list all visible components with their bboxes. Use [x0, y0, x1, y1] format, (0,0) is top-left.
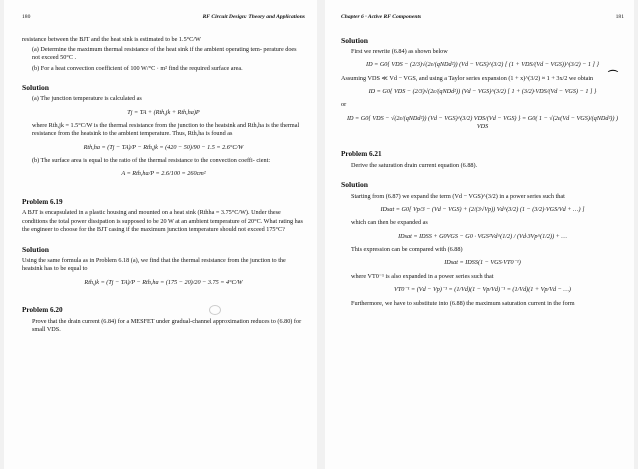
or-word: or [341, 101, 347, 109]
solution-title-1: Solution [22, 82, 50, 92]
solution1-a-intro: (a) The junction temperature is calculated as [32, 95, 142, 103]
right-header [341, 14, 624, 22]
solution2-where: where VT0⁻¹ is also expanded in a power series such that [351, 272, 494, 280]
equation-vt0: VT0⁻¹ = (Vd − Vp)⁻¹ = (1/Vd)(1 − Vp/Vd)⁻¹ = (1/Vd)(1 + Vp/Vd − …) [394, 286, 571, 294]
part-b: (b) For a heat convection coefficient of 100 W/°C · m² find the required surface area. [32, 64, 243, 72]
solution1-a-where: where Rth,jk = 1.5°C/W is the thermal resistance from the junction to the heatsink and Rth,ha is the thermal resistance from the heatsink to the ambient temperature. Thus, Rth,ha is found as [32, 121, 300, 138]
taylor-assumption: Assuming VDS ≪ Vd − VGS, and using a Taylor series expansion (1 + x)^(3/2) ≈ 1 + 3x/2 we obtain [341, 74, 594, 82]
problem-6-20-title: Problem 6.20 [22, 305, 63, 314]
problem-6-19-text: A BJT is encapsulated in a plastic housing and mounted on a heat sink (Rthha = 3.75°C/W). Under these conditions the total power dissipation is supposed to be 20 W at an ambient temperature of 20°C. What rating has the engineer to choose for the BJT casing if the maximum junction temperature should not exceed 175°C? [22, 209, 303, 234]
solution2-further: Furthermore, we have to substitute into (6.88) the maximum saturation current in the form [351, 299, 575, 307]
equation-id-taylor: ID = G0{ VDS − (2/3)√(2ε/(qNDd²)) (Vd − VGS)^(3/2) [ 1 + (3/2)·VDS/(Vd − VGS) − 1 ] } [368, 87, 597, 95]
left-page [4, 0, 317, 469]
problem-6-20-text: Prove that the drain current (6.84) for a MESFET under gradual-channel approximation reduces to (6.80) for small VDS. [32, 317, 302, 333]
equation-area: A = Rth,ha/P = 2.6/100 = 260cm² [121, 170, 206, 178]
problem-6-21-text: Derive the saturation drain current equation (6.88). [351, 162, 478, 170]
intro-line: resistance between the BJT and the heat sink is estimated to be 1.5°C/W [22, 35, 201, 43]
equation-junction-temp: Tj = TA + (Rth,jk + Rth,ha)P [127, 108, 200, 116]
solution2-intro: Starting from (6.87) we expand the term (Vd − VGS)^(3/2) in a power series such that [351, 192, 565, 200]
right-solution-title-2: Solution [341, 180, 369, 190]
right-solution-title: Solution [341, 35, 369, 45]
equation-idsat-expanded: IDsat = IDSS + G0VGS − G0 · VGS²Vd^(1/2) / (Vd·3Vp^(1/2)) + … [398, 232, 567, 240]
left-running-head: RF Circuit Design: Theory and Applications [202, 14, 305, 20]
right-solution-intro: First we rewrite (6.84) as shown below [351, 47, 448, 55]
problem-6-21-title: Problem 6.21 [341, 150, 382, 159]
part-a: (a) Determine the maximum thermal resistance of the heat sink if the ambient operating tem- perature does not exceed 50°C . [32, 45, 297, 62]
left-page-number: 180 [22, 14, 31, 20]
equation-id-final: ID = G0{ VDS − √(2ε/(qNDd²)) (Vd − VGS)^(3/2) VDS/(Vd − VGS) } = G0( 1 − √(2ε(Vd − VGS)/(qNDd²)) ) VDS [346, 114, 619, 130]
equation-rth-jk: Rth,jk = (Tj − TA)/P − Rth,ha = (175 − 20)/20 − 3.75 = 4°C/W [84, 278, 243, 286]
solution2-compare: This expression can be compared with (6.88) [351, 246, 463, 254]
right-page-number: 181 [615, 14, 624, 20]
equation-idsat-series: IDsat = G0[ Vp/3 − (Vd − VGS) + (2/(3√Vp)) Vd^(3/2) (1 − (3/2)·VGS/Vd + …) ] [380, 206, 585, 213]
solution2-expand: which can then be expanded as [351, 219, 428, 227]
equation-idsat-compare: IDsat = IDSS(1 − VGS·VT0⁻¹) [444, 259, 521, 267]
pen-mark: ⌒ [608, 71, 618, 82]
right-page [325, 0, 634, 469]
solution2-text: Using the same formula as in Problem 6.18 (a), we find that the thermal resistance from the junction to the heatsink has to be equal to [22, 256, 286, 273]
problem-6-19-title: Problem 6.19 [22, 197, 63, 206]
right-running-head: Chapter 6 · Active RF Components [341, 14, 422, 20]
solution-title-2: Solution [22, 244, 50, 254]
equation-id-rewrite: ID = G0{ VDS − (2/3)√(2ε/(qNDd²)) (Vd − VGS)^(3/2) [ (1 + VDS/(Vd − VGS))^(3/2) − 1 ] } [366, 61, 599, 69]
ink-smudge [209, 305, 221, 315]
left-header [22, 14, 305, 22]
equation-rth-ha: Rth,ha = (Tj − TA)/P − Rth,jk = (420 − 50)/90 − 1.5 = 2.6°C/W [83, 143, 244, 151]
solution1-b: (b) The surface area is equal to the ratio of the thermal resistance to the convection coeffi- cient: [32, 157, 271, 165]
